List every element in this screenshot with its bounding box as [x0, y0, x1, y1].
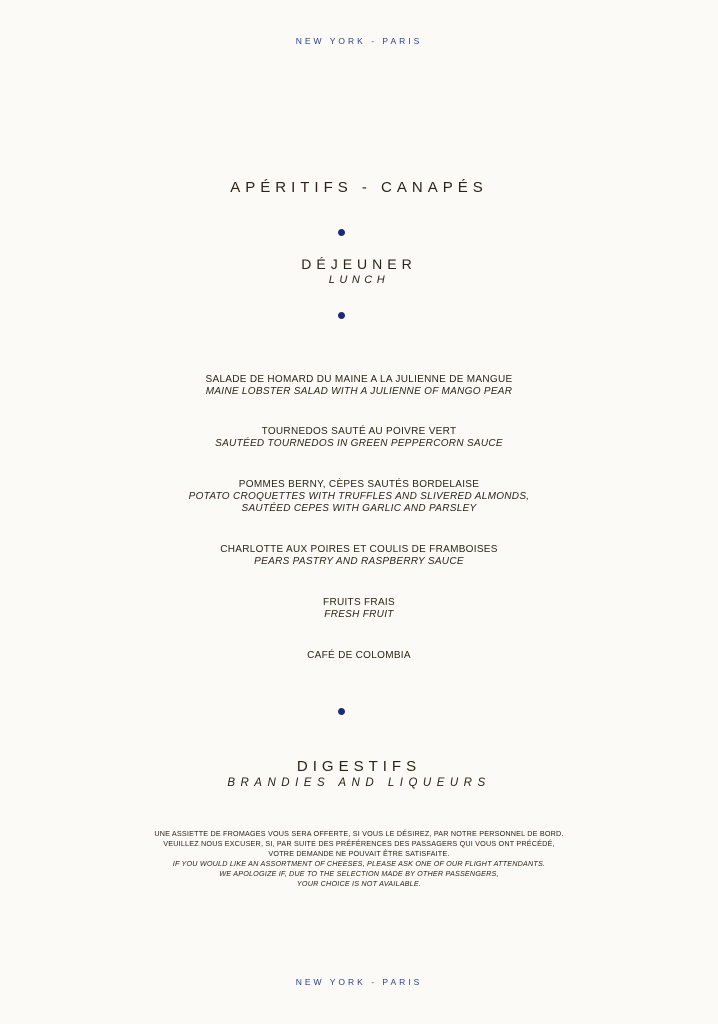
bullet-dot-icon [338, 312, 345, 319]
cheese-notice [0, 829, 718, 889]
menu-item-en: SAUTÉED TOURNEDOS IN GREEN PEPPERCORN SAUCE [215, 438, 503, 449]
menu-item-dessert [0, 544, 718, 568]
lunch-subtitle: LUNCH [328, 274, 390, 286]
route-footer: NEW YORK - PARIS [295, 977, 423, 987]
menu-item-fr: CAFÉ DE COLOMBIA [307, 650, 411, 661]
notice-line: WE APOLOGIZE IF, DUE TO THE SELECTION MADE BY OTHER PASSENGERS, [219, 869, 499, 878]
menu-item-sides [0, 479, 718, 515]
menu-item-fr: CHARLOTTE AUX POIRES ET COULIS DE FRAMBOISES [220, 544, 498, 555]
digestifs-title: DIGESTIFS [296, 758, 422, 775]
aperitifs-title: APÉRITIFS - CANAPÉS [230, 179, 488, 196]
notice-line: VOTRE DEMANDE NE POUVAIT ÊTRE SATISFAITE. [268, 849, 450, 858]
menu-item-fr: SALADE DE HOMARD DU MAINE A LA JULIENNE DE MANGUE [205, 374, 513, 385]
lunch-title: DÉJEUNER [301, 256, 417, 272]
menu-item-en: POTATO CROQUETTES WITH TRUFFLES AND SLIVERED ALMONDS, [188, 491, 530, 502]
menu-item-en: FRESH FRUIT [324, 609, 394, 620]
menu-item-fr: TOURNEDOS SAUTÉ AU POIVRE VERT [261, 426, 457, 437]
menu-item-starter [0, 374, 718, 398]
menu-item-coffee [0, 650, 718, 662]
notice-line: YOUR CHOICE IS NOT AVAILABLE. [296, 879, 422, 888]
digestifs-subtitle: BRANDIES AND LIQUEURS [227, 777, 491, 789]
route-header: NEW YORK - PARIS [295, 36, 423, 46]
bullet-dot-icon [338, 708, 345, 715]
menu-item-main [0, 426, 718, 450]
menu-item-fruit [0, 597, 718, 621]
notice-line: UNE ASSIETTE DE FROMAGES VOUS SERA OFFERTE, SI VOUS LE DÉSIREZ, PAR NOTRE PERSONNEL DE BORD. [154, 829, 564, 838]
notice-line: IF YOU WOULD LIKE AN ASSORTMENT OF CHEESES, PLEASE ASK ONE OF OUR FLIGHT ATTENDANTS. [172, 859, 546, 868]
menu-item-fr: POMMES BERNY, CÈPES SAUTÉS BORDELAISE [238, 479, 480, 490]
bullet-dot-icon [338, 229, 345, 236]
menu-item-en-line2: SAUTÉED CEPES WITH GARLIC AND PARSLEY [241, 503, 477, 514]
notice-line: VEUILLEZ NOUS EXCUSER, SI, PAR SUITE DES PRÉFÉRENCES DES PASSAGERS QUI VOUS ONT PRÉCÉDÉ, [163, 839, 555, 848]
menu-item-en: MAINE LOBSTER SALAD WITH A JULIENNE OF MANGO PEAR [205, 386, 513, 397]
menu-item-fr: FRUITS FRAIS [323, 597, 395, 608]
menu-item-en: PEARS PASTRY AND RASPBERRY SAUCE [254, 556, 464, 567]
